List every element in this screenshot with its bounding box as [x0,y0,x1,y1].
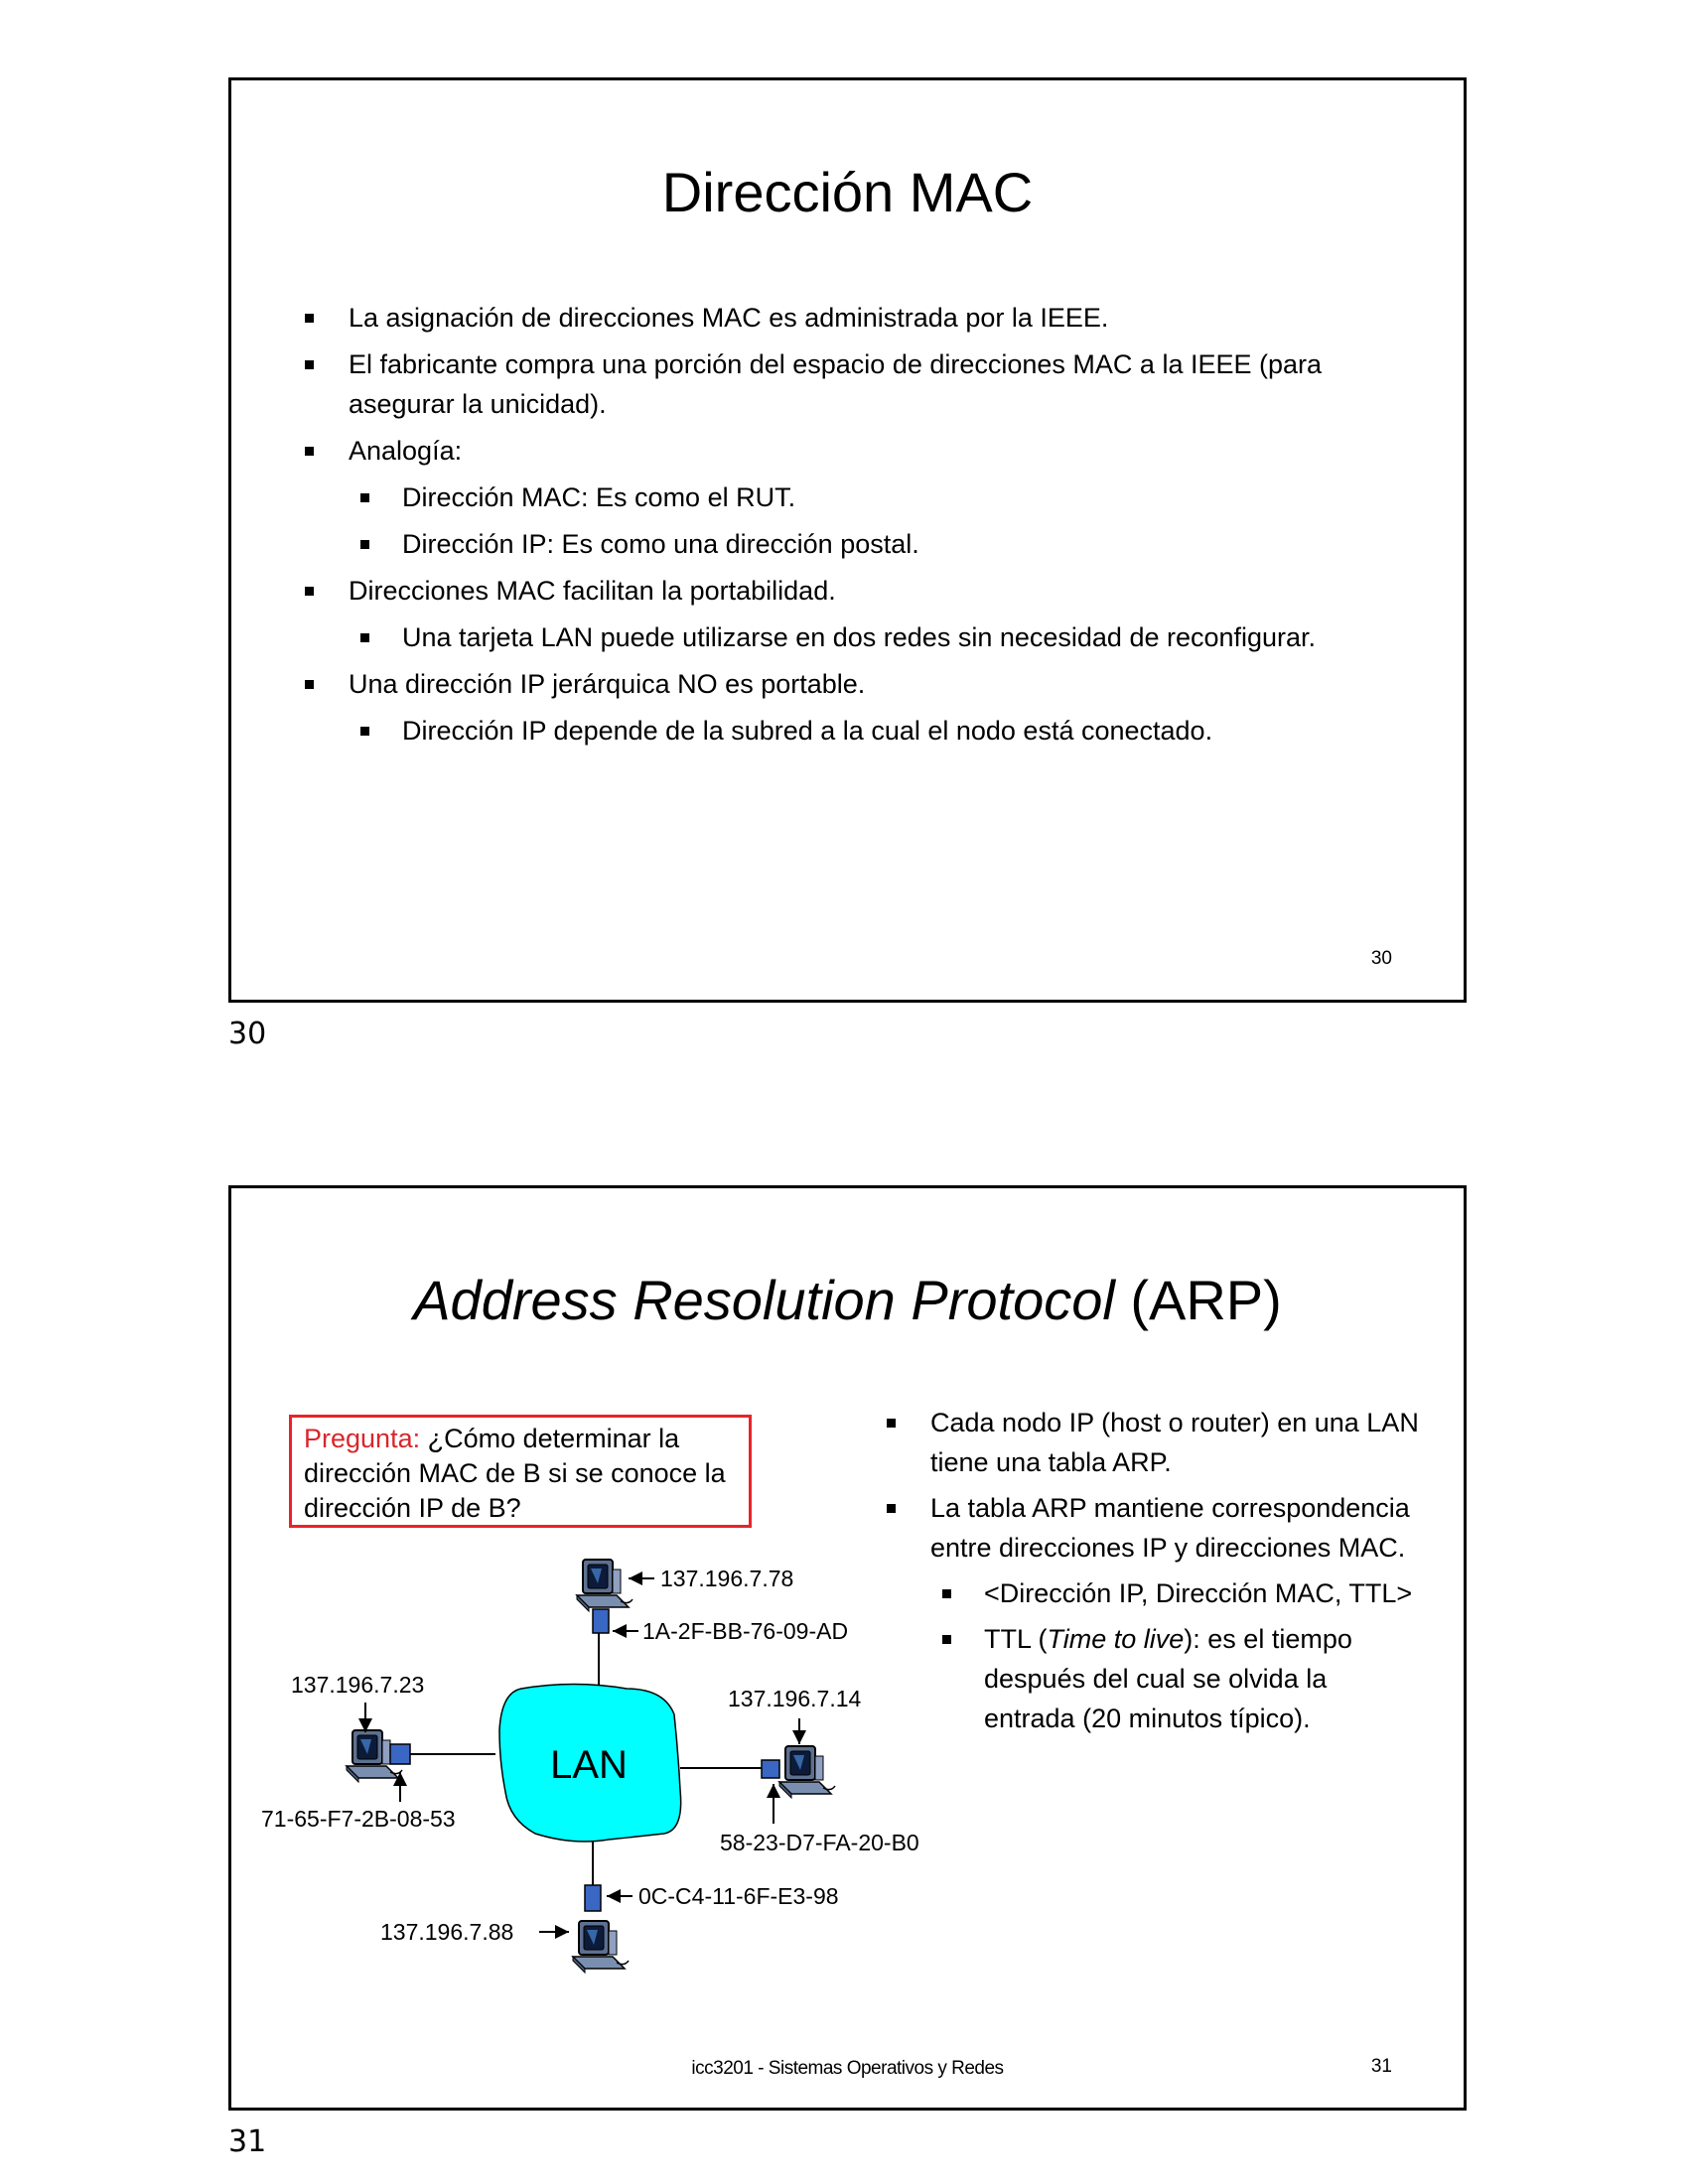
left-ip-label: 137.196.7.23 [291,1672,425,1698]
sub-bullet-item: <Dirección IP, Dirección MAC, TTL> [867,1573,1423,1613]
ttl-pre: TTL ( [984,1624,1048,1654]
sub-bullet-item [867,1619,1423,1738]
adapter-icon-top [593,1609,609,1633]
slide-30 [228,77,1467,1003]
computer-icon-bottom [573,1921,629,1973]
bullet-item: Una dirección IP jerárquica NO es portable. [231,664,1403,704]
footer-text: icc3201 - Sistemas Operativos y Redes [691,2058,1004,2079]
slide-31 [228,1185,1467,2111]
slide-title: Dirección MAC [661,161,1034,223]
adapter-icon-right [762,1760,779,1778]
bullet-item: La asignación de direcciones MAC es administrada por la IEEE. [231,298,1403,338]
bullet-list [231,291,1403,751]
page-number: 31 [228,2124,267,2159]
bullet-item: El fabricante compra una porción del espacio de direcciones MAC a la IEEE (para asegurar la unicidad). [231,344,1403,424]
bullet-item: Analogía: [231,431,1403,471]
arp-bullets [867,1397,1423,1738]
page-number: 30 [228,1017,267,1051]
top-ip-label: 137.196.7.78 [660,1566,794,1591]
sub-bullet-item: Dirección MAC: Es como el RUT. [231,478,1403,517]
question-label: Pregunta: [304,1424,421,1453]
ttl-italic: Time to live [1047,1624,1185,1654]
sub-bullet-item: Dirección IP depende de la subred a la cual el nodo está conectado. [231,711,1403,751]
computer-icon-right [779,1746,835,1798]
sub-bullet-item: Dirección IP: Es como una dirección postal. [231,524,1403,564]
right-mac-label: 58-23-D7-FA-20-B0 [720,1830,919,1855]
question-box [289,1415,752,1528]
left-mac-label: 71-65-F7-2B-08-53 [261,1806,456,1832]
ttl-post: ): es el tiempo después del cual se olvida la entrada (20 minutos típico). [984,1624,1352,1733]
adapter-icon-bottom [585,1885,601,1911]
bullet-item: La tabla ARP mantiene correspondencia entre direcciones IP y direcciones MAC. [867,1488,1423,1568]
slide-number: 31 [1370,2056,1392,2077]
top-mac-label: 1A-2F-BB-76-09-AD [642,1618,849,1644]
lan-label: LAN [550,1743,628,1787]
title-rest: (ARP) [1114,1269,1282,1331]
right-ip-label: 137.196.7.14 [728,1686,862,1711]
bottom-ip-label: 137.196.7.88 [380,1919,514,1945]
title-italic: Address Resolution Protocol [413,1269,1115,1331]
adapter-icon-left [390,1744,410,1764]
slide-number: 30 [1370,948,1392,969]
computer-icon-top [577,1560,633,1611]
bullet-item: Cada nodo IP (host o router) en una LAN tiene una tabla ARP. [867,1403,1423,1482]
bullet-item: Direcciones MAC facilitan la portabilidad. [231,571,1403,611]
question-text: ¿Cómo determinar la dirección MAC de B si se conoce la dirección IP de B? [304,1424,726,1523]
bottom-mac-label: 0C-C4-11-6F-E3-98 [638,1883,839,1909]
sub-bullet-item: Una tarjeta LAN puede utilizarse en dos redes sin necesidad de reconfigurar. [231,617,1403,657]
